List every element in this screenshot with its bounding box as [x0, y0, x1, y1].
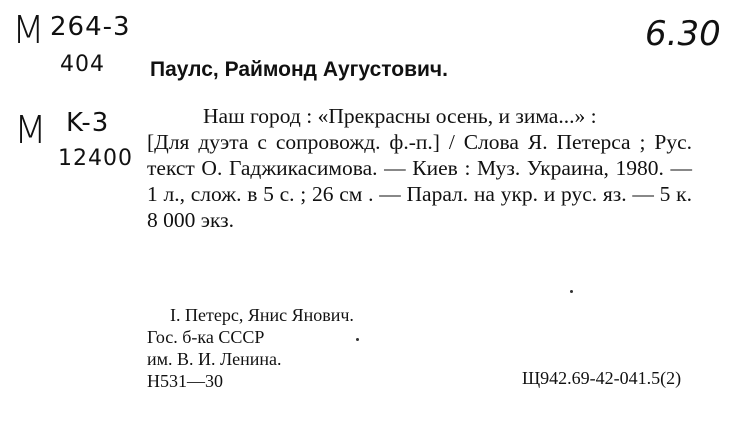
shelf-mark-code-bottom: K-3 [66, 108, 110, 138]
tracing-added-entry: I. Петерс, Янис Янович. [170, 305, 354, 325]
author-heading: Паулс, Раймонд Аугустович. [150, 58, 448, 81]
shelf-mark-number-top: 404 [60, 52, 105, 77]
classification-code: Щ942.69-42-041.5(2) [522, 368, 682, 388]
library-name-line2: им. В. И. Ленина. [147, 349, 282, 369]
shelf-mark-letter-top: M [12, 8, 45, 52]
card-number: Н531—30 [147, 371, 223, 391]
shelf-mark-number-bottom: 12400 [58, 146, 133, 171]
description-title-line: Наш город : «Прекрасны осень, и зима...» : [203, 104, 597, 128]
scan-speck [570, 290, 573, 293]
price-mark: 6.30 [645, 14, 721, 54]
shelf-mark-letter-bottom: M [14, 108, 47, 152]
bibliographic-description [147, 103, 692, 233]
scan-speck [356, 338, 359, 341]
shelf-mark-code-top: 264-3 [50, 12, 131, 42]
library-name-line1: Гос. б-ка СССР [147, 327, 265, 347]
tracings-block [147, 304, 354, 392]
description-body: [Для дуэта с сопровожд. ф.-п.] / Слова Я. Петерса ; Рус. текст О. Гаджикасимова. — Киев : Муз. Украина, 1980. — 1 л., слож. в 5 с. ; 26 см . — Парал. на укр. и рус. яз. — 5 к. 8 000 экз. [147, 130, 692, 232]
